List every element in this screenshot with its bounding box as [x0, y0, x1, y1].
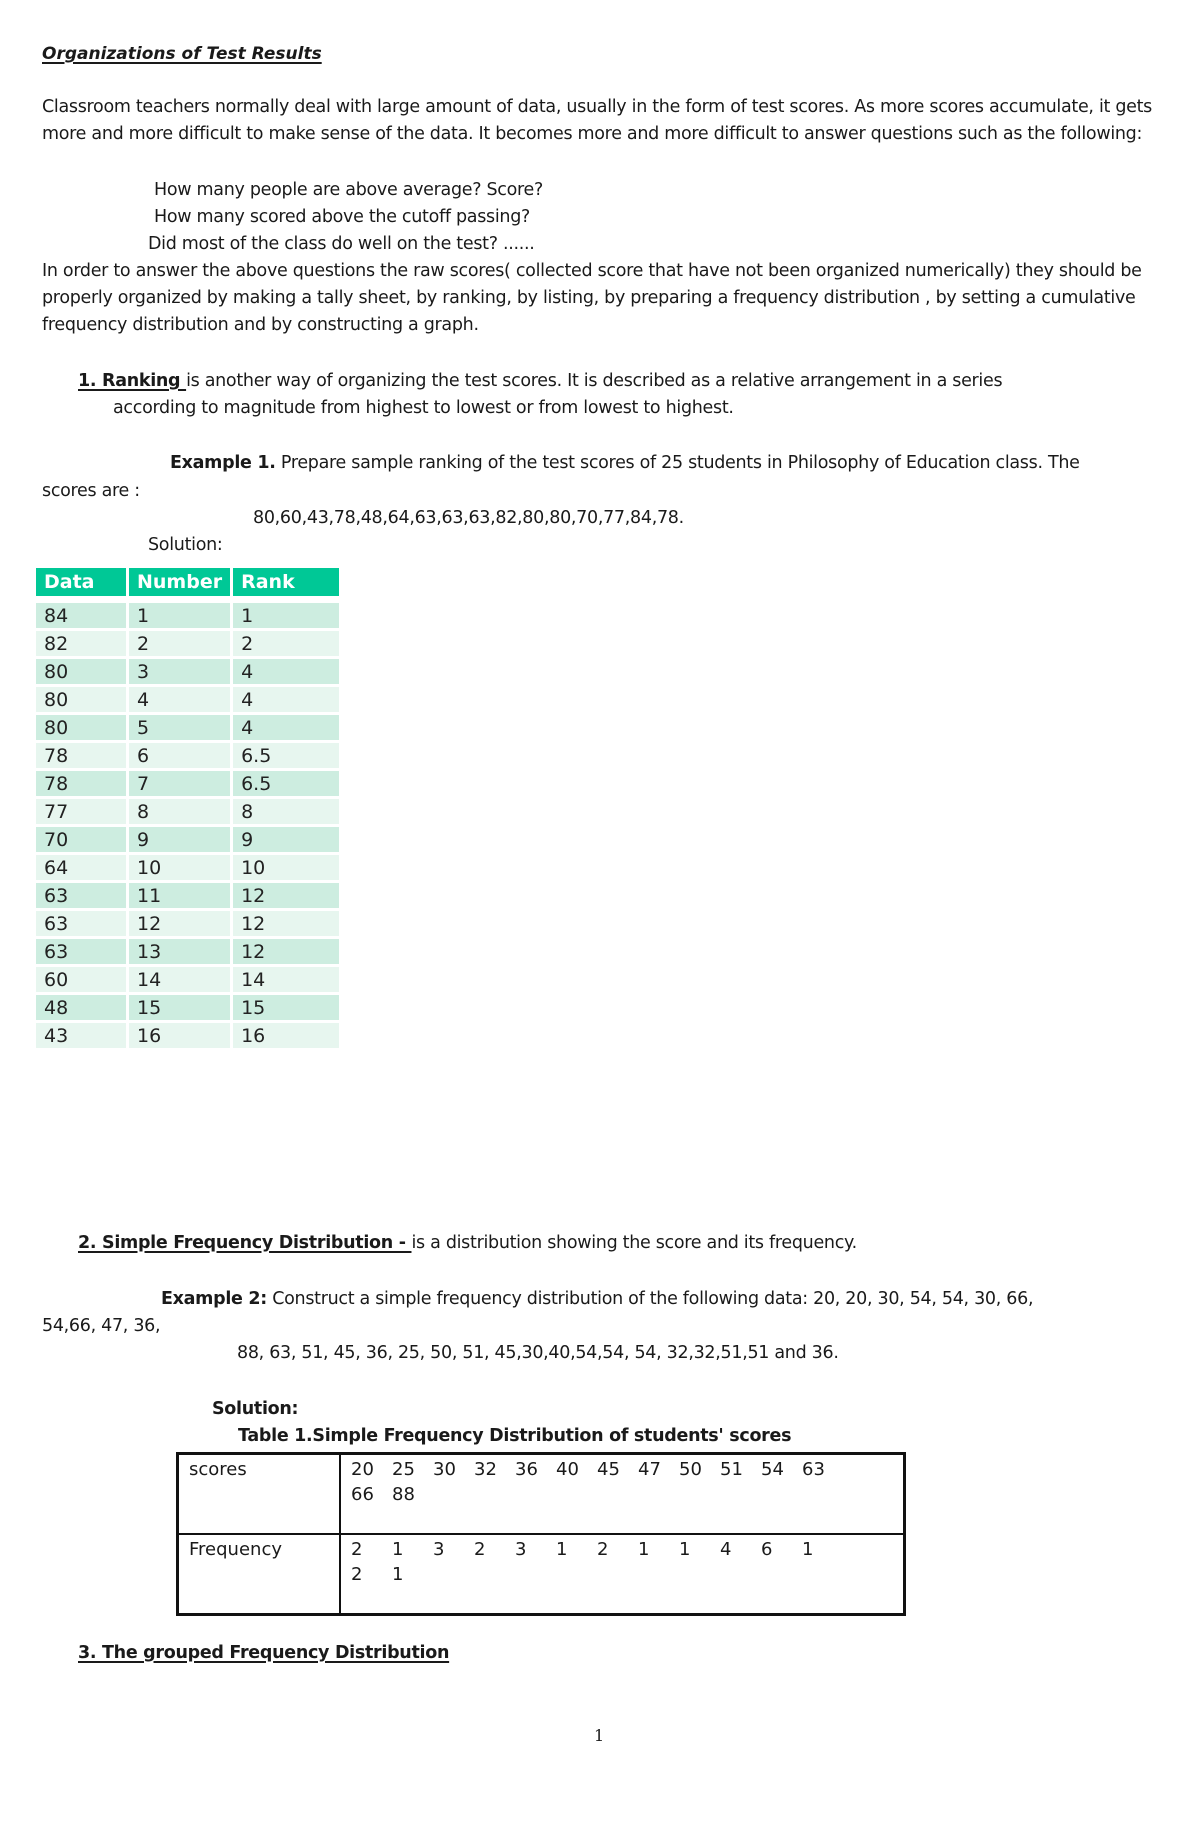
header-rank: Rank	[233, 568, 339, 596]
frequency-value: 1	[638, 1539, 650, 1560]
frequency-value: 2	[351, 1564, 363, 1585]
cell-data: 60	[36, 967, 126, 992]
score-value: 50	[679, 1459, 702, 1480]
section-3-heading: 3. The grouped Frequency Distribution	[78, 1643, 450, 1663]
solution-2-label: Solution:	[212, 1399, 299, 1419]
table-row	[36, 939, 339, 964]
table-row	[36, 995, 339, 1020]
score-value: 32	[474, 1459, 497, 1480]
ranking-table-body	[36, 603, 339, 1048]
document-title: Organizations of Test Results	[42, 44, 322, 64]
cell-rank: 16	[233, 1023, 339, 1048]
frequency-values	[340, 1534, 905, 1615]
section-2-text: is a distribution showing the score and its frequency.	[411, 1233, 857, 1253]
frequency-value: 1	[392, 1564, 404, 1585]
table-row	[36, 799, 339, 824]
example-1-text: Prepare sample ranking of the test scores of 25 students in Philosophy of Education class. The	[280, 453, 1080, 473]
score-value: 45	[597, 1459, 620, 1480]
example-2-text: Construct a simple frequency distribution of the following data: 20, 20, 30, 54, 54, 30, 66,	[272, 1289, 1034, 1309]
intro-paragraph: Classroom teachers normally deal with large amount of data, usually in the form of test scores. As more scores accumulate, it gets more and more difficult to make sense of the data. It becomes more and more difficult to answer questions such as the following:	[42, 97, 1152, 144]
table-row	[36, 603, 339, 628]
frequency-value: 2	[597, 1539, 609, 1560]
example-2-data: 88, 63, 51, 45, 36, 25, 50, 51, 45,30,40,54,54, 54, 32,32,51,51 and 36.	[237, 1343, 839, 1363]
page-number: 1	[594, 1726, 605, 1745]
table-1-caption: Table 1.Simple Frequency Distribution of students' scores	[238, 1426, 792, 1446]
cell-number: 12	[129, 911, 230, 936]
cell-data: 80	[36, 659, 126, 684]
score-value: 20	[351, 1459, 374, 1480]
frequency-label: Frequency	[178, 1534, 341, 1615]
cell-data: 48	[36, 995, 126, 1020]
score-value: 63	[802, 1459, 825, 1480]
question-2: How many scored above the cutoff passing?	[154, 207, 531, 227]
cell-data: 77	[36, 799, 126, 824]
cell-number: 10	[129, 855, 230, 880]
score-value: 88	[392, 1484, 415, 1505]
example-1-line	[170, 450, 1080, 477]
cell-rank: 12	[233, 883, 339, 908]
cell-rank: 4	[233, 687, 339, 712]
cell-rank: 15	[233, 995, 339, 1020]
cell-number: 7	[129, 771, 230, 796]
section-1-heading: 1. Ranking	[78, 371, 187, 391]
cell-number: 16	[129, 1023, 230, 1048]
scores-row	[178, 1454, 905, 1535]
ranking-table-header	[36, 568, 339, 596]
table-row	[36, 659, 339, 684]
cell-number: 11	[129, 883, 230, 908]
table-row	[36, 827, 339, 852]
section-2-line	[78, 1230, 857, 1257]
section-1-line	[78, 368, 1002, 395]
scores-label: scores	[178, 1454, 341, 1535]
table-row	[36, 631, 339, 656]
cell-number: 15	[129, 995, 230, 1020]
section-1-text-2: according to magnitude from highest to lowest or from lowest to highest.	[113, 398, 734, 418]
cell-rank: 6.5	[233, 743, 339, 768]
question-1: How many people are above average? Score?	[154, 180, 543, 200]
cell-data: 80	[36, 715, 126, 740]
cell-rank: 4	[233, 715, 339, 740]
table-row	[36, 771, 339, 796]
cell-number: 14	[129, 967, 230, 992]
score-value: 54	[761, 1459, 784, 1480]
cell-data: 80	[36, 687, 126, 712]
frequency-value: 1	[392, 1539, 404, 1560]
frequency-row	[178, 1534, 905, 1615]
table-row	[36, 967, 339, 992]
cell-data: 84	[36, 603, 126, 628]
cell-rank: 12	[233, 939, 339, 964]
cell-number: 4	[129, 687, 230, 712]
table-row	[36, 911, 339, 936]
header-number: Number	[129, 568, 230, 596]
cell-rank: 9	[233, 827, 339, 852]
cell-number: 13	[129, 939, 230, 964]
example-1-scores: 80,60,43,78,48,64,63,63,63,82,80,80,70,77,84,78.	[253, 508, 684, 528]
example-2-line	[161, 1286, 1033, 1313]
cell-data: 78	[36, 743, 126, 768]
cell-data: 70	[36, 827, 126, 852]
ranking-table	[33, 565, 342, 1051]
cell-rank: 14	[233, 967, 339, 992]
cell-data: 63	[36, 939, 126, 964]
cell-rank: 1	[233, 603, 339, 628]
cell-data: 78	[36, 771, 126, 796]
section-2-heading: 2. Simple Frequency Distribution -	[78, 1233, 412, 1253]
intro-paragraph-2: In order to answer the above questions the raw scores( collected score that have not been organized numerically) they should be properly organized by making a tally sheet, by ranking, by listing, by preparing a frequency distribution , by setting a cumulative frequency distribution and by constructing a graph.	[42, 261, 1142, 335]
question-3: Did most of the class do well on the test? ......	[148, 234, 535, 254]
section-1-text: is another way of organizing the test scores. It is described as a relative arrangement in a series	[186, 371, 1003, 391]
cell-rank: 2	[233, 631, 339, 656]
cell-data: 82	[36, 631, 126, 656]
frequency-value: 3	[433, 1539, 445, 1560]
table-row	[36, 743, 339, 768]
cell-rank: 6.5	[233, 771, 339, 796]
frequency-table	[176, 1452, 906, 1616]
cell-rank: 10	[233, 855, 339, 880]
cell-number: 1	[129, 603, 230, 628]
table-row	[36, 715, 339, 740]
cell-number: 8	[129, 799, 230, 824]
table-row	[36, 1023, 339, 1048]
solution-1-label: Solution:	[148, 535, 223, 555]
table-row	[36, 883, 339, 908]
frequency-value: 1	[802, 1539, 814, 1560]
table-row	[36, 687, 339, 712]
score-value: 30	[433, 1459, 456, 1480]
example-2-label: Example 2:	[161, 1289, 267, 1309]
cell-number: 5	[129, 715, 230, 740]
score-value: 51	[720, 1459, 743, 1480]
frequency-value: 6	[761, 1539, 773, 1560]
frequency-value: 1	[679, 1539, 691, 1560]
example-2-text-2: 54,66, 47, 36,	[42, 1316, 161, 1336]
frequency-value: 4	[720, 1539, 732, 1560]
cell-number: 2	[129, 631, 230, 656]
cell-rank: 12	[233, 911, 339, 936]
cell-data: 64	[36, 855, 126, 880]
cell-rank: 8	[233, 799, 339, 824]
score-value: 47	[638, 1459, 661, 1480]
cell-data: 63	[36, 883, 126, 908]
header-data: Data	[36, 568, 126, 596]
frequency-value: 1	[556, 1539, 568, 1560]
score-value: 36	[515, 1459, 538, 1480]
frequency-value: 3	[515, 1539, 527, 1560]
frequency-value: 2	[474, 1539, 486, 1560]
example-1-text-2: scores are :	[42, 481, 140, 501]
cell-number: 6	[129, 743, 230, 768]
score-value: 40	[556, 1459, 579, 1480]
table-row	[36, 855, 339, 880]
cell-rank: 4	[233, 659, 339, 684]
cell-number: 9	[129, 827, 230, 852]
frequency-value: 2	[351, 1539, 363, 1560]
cell-data: 63	[36, 911, 126, 936]
score-value: 25	[392, 1459, 415, 1480]
scores-values	[340, 1454, 905, 1535]
cell-data: 43	[36, 1023, 126, 1048]
score-value: 66	[351, 1484, 374, 1505]
example-1-label: Example 1.	[170, 453, 276, 473]
cell-number: 3	[129, 659, 230, 684]
